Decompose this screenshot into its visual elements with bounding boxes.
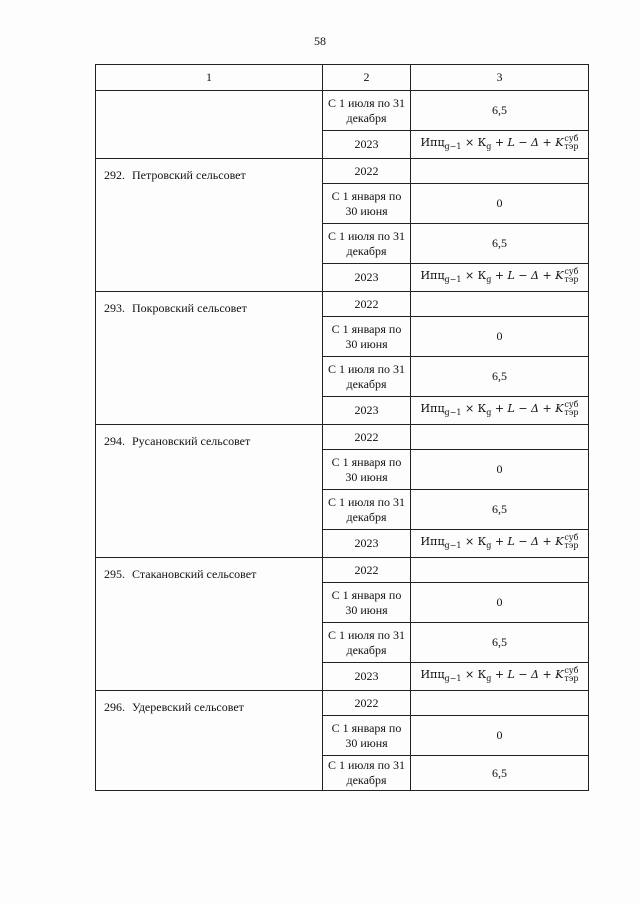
formula-k2-sup: суб [564, 666, 579, 675]
formula-base: Ипц [420, 535, 445, 548]
tariff-value [411, 159, 589, 184]
tariff-formula [411, 131, 589, 159]
page-number: 58 [314, 34, 326, 48]
table-row [96, 91, 589, 131]
settlement-number: 295. [104, 567, 125, 581]
period-cell: 2023 [323, 397, 411, 425]
formula-k2-sup: суб [564, 400, 579, 409]
formula-k2: K [555, 269, 564, 282]
formula-k2-sub: тэр [564, 275, 579, 284]
column-header-1: 1 [96, 65, 323, 91]
formula-k2-sup: суб [564, 134, 579, 143]
formula-rest: + L − Δ + [494, 668, 552, 681]
period-cell: С 1 июля по 31 декабря [323, 756, 411, 791]
column-header-3: 3 [411, 65, 589, 91]
formula-k: К [477, 402, 487, 415]
formula-k2: K [555, 535, 564, 548]
settlement-cell [96, 159, 323, 292]
period-cell: 2023 [323, 530, 411, 558]
tariff-value [411, 425, 589, 450]
formula-k: К [477, 668, 487, 681]
period-cell: 2022 [323, 159, 411, 184]
tariff-value: 6,5 [411, 623, 589, 663]
tariff-formula [411, 530, 589, 558]
formula-k-sub: g [486, 275, 492, 284]
table-row [96, 159, 589, 184]
period-cell: 2023 [323, 131, 411, 159]
formula-k2-sup: суб [564, 533, 579, 542]
settlement-number: 294. [104, 434, 125, 448]
tariff-value: 6,5 [411, 224, 589, 264]
formula-base: Ипц [420, 269, 445, 282]
formula-base-sub: g−1 [444, 275, 462, 284]
period-cell: С 1 января по 30 июня [323, 317, 411, 357]
settlement-cell [96, 691, 323, 791]
table-row [96, 691, 589, 716]
tariff-value [411, 691, 589, 716]
settlement-name: Петровский сельсовет [132, 168, 246, 182]
tariff-value: 6,5 [411, 91, 589, 131]
formula-base-sub: g−1 [444, 142, 462, 151]
period-cell: С 1 июля по 31 декабря [323, 357, 411, 397]
tariff-value [411, 558, 589, 583]
period-cell: С 1 июля по 31 декабря [323, 490, 411, 530]
formula-k-sub: g [486, 674, 492, 683]
settlement-name: Удеревский сельсовет [132, 700, 244, 714]
formula-base: Ипц [420, 136, 445, 149]
formula-k2: K [555, 402, 564, 415]
settlement-cell [96, 558, 323, 691]
formula-times: × [464, 402, 475, 415]
period-cell: С 1 июля по 31 декабря [323, 91, 411, 131]
column-header-2: 2 [323, 65, 411, 91]
tariff-value: 6,5 [411, 490, 589, 530]
period-cell: С 1 июля по 31 декабря [323, 224, 411, 264]
period-cell: 2022 [323, 292, 411, 317]
period-cell: 2022 [323, 558, 411, 583]
settlement-number: 292. [104, 168, 125, 182]
table-row [96, 425, 589, 450]
formula-rest: + L − Δ + [494, 136, 552, 149]
tariff-value: 0 [411, 450, 589, 490]
formula-k: К [477, 136, 487, 149]
formula-times: × [464, 136, 475, 149]
settlement-name: Покровский сельсовет [132, 301, 247, 315]
formula-rest: + L − Δ + [494, 269, 552, 282]
formula-k: К [477, 269, 487, 282]
tariff-value: 0 [411, 184, 589, 224]
period-cell: 2023 [323, 264, 411, 292]
formula-base-sub: g−1 [444, 541, 462, 550]
formula-times: × [464, 535, 475, 548]
tariff-value: 6,5 [411, 357, 589, 397]
formula-rest: + L − Δ + [494, 535, 552, 548]
formula-k2-sub: тэр [564, 541, 579, 550]
period-cell: С 1 января по 30 июня [323, 716, 411, 756]
period-cell: 2023 [323, 663, 411, 691]
table-row [96, 558, 589, 583]
formula-base: Ипц [420, 668, 445, 681]
settlement-name: Русановский сельсовет [132, 434, 251, 448]
tariff-value: 0 [411, 317, 589, 357]
formula-k2: K [555, 668, 564, 681]
formula-k2-sub: тэр [564, 142, 579, 151]
tariff-formula [411, 397, 589, 425]
period-cell: 2022 [323, 691, 411, 716]
period-cell: С 1 января по 30 июня [323, 583, 411, 623]
tariff-value: 6,5 [411, 756, 589, 791]
formula-k2-sup: суб [564, 267, 579, 276]
settlement-cell [96, 292, 323, 425]
formula-k2-sub: тэр [564, 408, 579, 417]
formula-base-sub: g−1 [444, 408, 462, 417]
header-row [96, 65, 589, 91]
table-row [96, 292, 589, 317]
settlement-cell [96, 425, 323, 558]
formula-times: × [464, 269, 475, 282]
settlement-number: 296. [104, 700, 125, 714]
tariff-formula [411, 663, 589, 691]
formula-k-sub: g [486, 142, 492, 151]
period-cell: 2022 [323, 425, 411, 450]
formula-rest: + L − Δ + [494, 402, 552, 415]
formula-k2: K [555, 136, 564, 149]
period-cell: С 1 января по 30 июня [323, 184, 411, 224]
tariff-value: 0 [411, 583, 589, 623]
formula-base-sub: g−1 [444, 674, 462, 683]
formula-k-sub: g [486, 541, 492, 550]
formula-base: Ипц [420, 402, 445, 415]
formula-k2-sub: тэр [564, 674, 579, 683]
tariff-value [411, 292, 589, 317]
period-cell: С 1 января по 30 июня [323, 450, 411, 490]
formula-times: × [464, 668, 475, 681]
formula-k: К [477, 535, 487, 548]
settlement-number: 293. [104, 301, 125, 315]
settlement-cell-continued [96, 91, 323, 159]
settlement-name: Стакановский сельсовет [132, 567, 257, 581]
tariff-table [95, 64, 589, 791]
tariff-formula [411, 264, 589, 292]
formula-k-sub: g [486, 408, 492, 417]
tariff-value: 0 [411, 716, 589, 756]
period-cell: С 1 июля по 31 декабря [323, 623, 411, 663]
